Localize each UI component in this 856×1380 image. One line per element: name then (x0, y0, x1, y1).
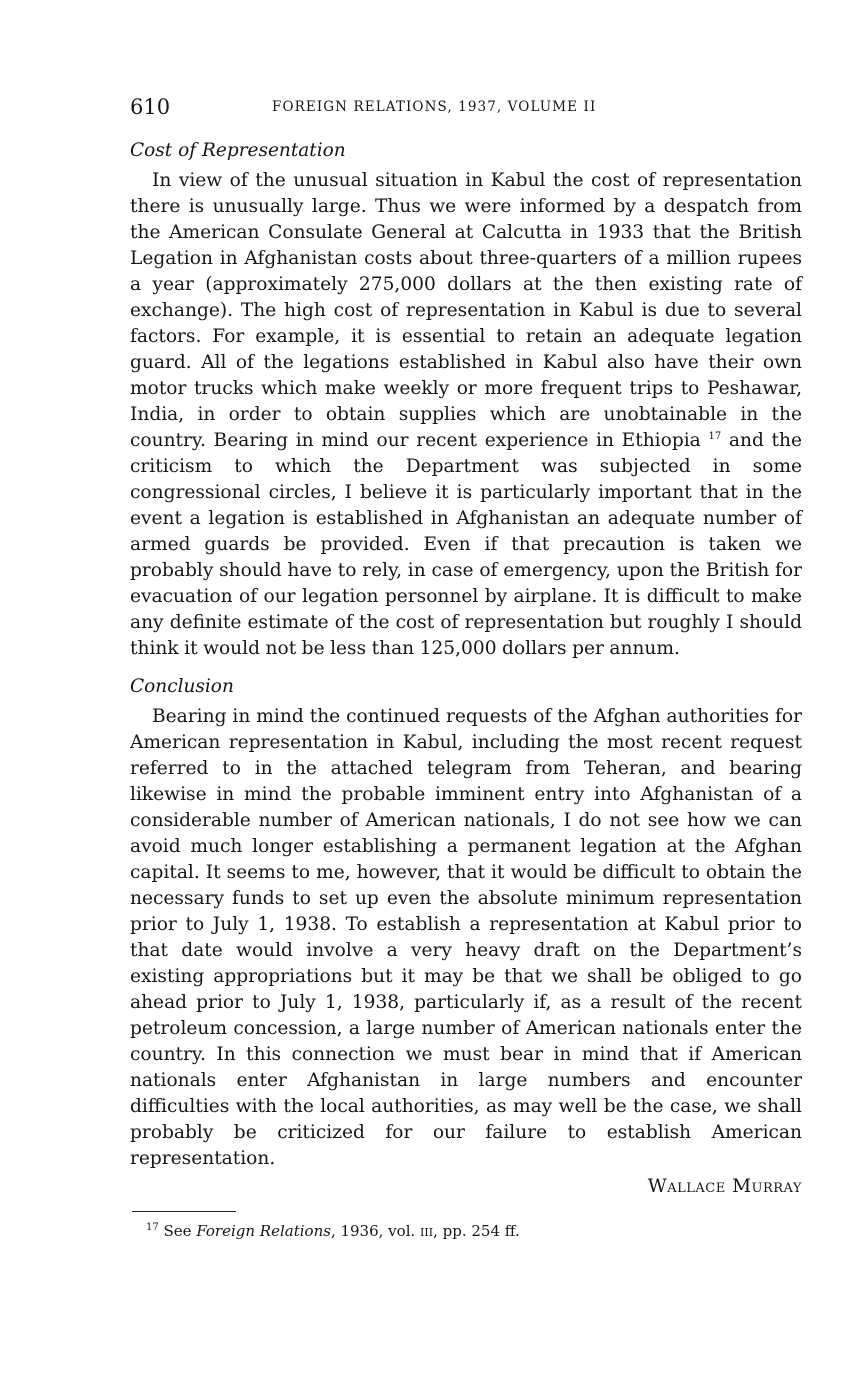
footnote-volume: iii (420, 1222, 434, 1240)
footnote-pages: , pp. 254 ff. (433, 1222, 520, 1240)
paragraph-cost-text-2: and the criticism to which the Department was subjected in some congressional circles, I believe it is particularly important that in the event a legation is established in Afghanistan an adequate number of armed guards be provided. Even if that precaution is taken we probably should have to rely, in case of emergency, upon the British for evacuation of our legation personnel by airplane. It is difficult to make any definite estimate of the cost of representation but roughly I should think it would not be less than 125,000 dollars per annum. (130, 430, 802, 659)
footnote (130, 1220, 802, 1242)
footnote-work-title: Foreign Relations (196, 1222, 331, 1240)
footnote-reference: 17 (708, 430, 722, 442)
document-page (130, 92, 802, 1242)
section-heading-conclusion: Conclusion (130, 676, 234, 697)
paragraph-cost-of-representation (130, 168, 802, 662)
page-number: 610 (130, 95, 171, 119)
running-title: FOREIGN RELATIONS, 1937, VOLUME II (272, 99, 597, 115)
paragraph-cost-text-1: In view of the unusual situation in Kabul the cost of representation there is unusually large. Thus we were informed by a despatch from the American Consulate General at Calcutta in 1933 that the British Legation in Afghanistan costs about three-quarters of a million rupees a year (approximately 275,000 dollars at the then existing rate of exchange). The high cost of representation in Kabul is due to several factors. For example, it is essential to retain an adequate legation guard. All of the legations established in Kabul also have their own motor trucks which make weekly or more frequent trips to Peshawar, India, in order to obtain supplies which are unobtainable in the country. Bearing in mind our recent experience in Ethiopia (130, 170, 802, 451)
footnote-prefix: See (158, 1222, 197, 1240)
signature: Wallace Murray (647, 1176, 802, 1197)
section-heading-cost: Cost of Representation (130, 140, 346, 161)
footnote-number: 17 (146, 1222, 159, 1233)
paragraph-conclusion: Bearing in mind the continued requests of the Afghan authorities for American representation in Kabul, including the most recent request referred to in the attached telegram from Teheran, and bearing likewise in mind the probable imminent entry into Afghanistan of a considerable number of American nationals, I do not see how we can avoid much longer establishing a permanent legation at the Afghan capital. It seems to me, however, that it would be difficult to obtain the necessary funds to set up even the absolute minimum representation prior to July 1, 1938. To establish a representation at Kabul prior to that date would involve a very heavy draft on the Department’s existing appropriations but it may be that we shall be obliged to go ahead prior to July 1, 1938, particularly if, as a result of the recent petroleum concession, a large number of American nationals enter the country. In this connection we must bear in mind that if American nationals enter Afghanistan in large numbers and encounter difficulties with the local authorities, as may well be the case, we shall probably be criticized for our failure to establish American representation. (130, 706, 802, 1169)
running-header (130, 92, 802, 122)
footnote-divider (132, 1211, 236, 1212)
footnote-citation: , 1936, vol. (330, 1222, 421, 1240)
